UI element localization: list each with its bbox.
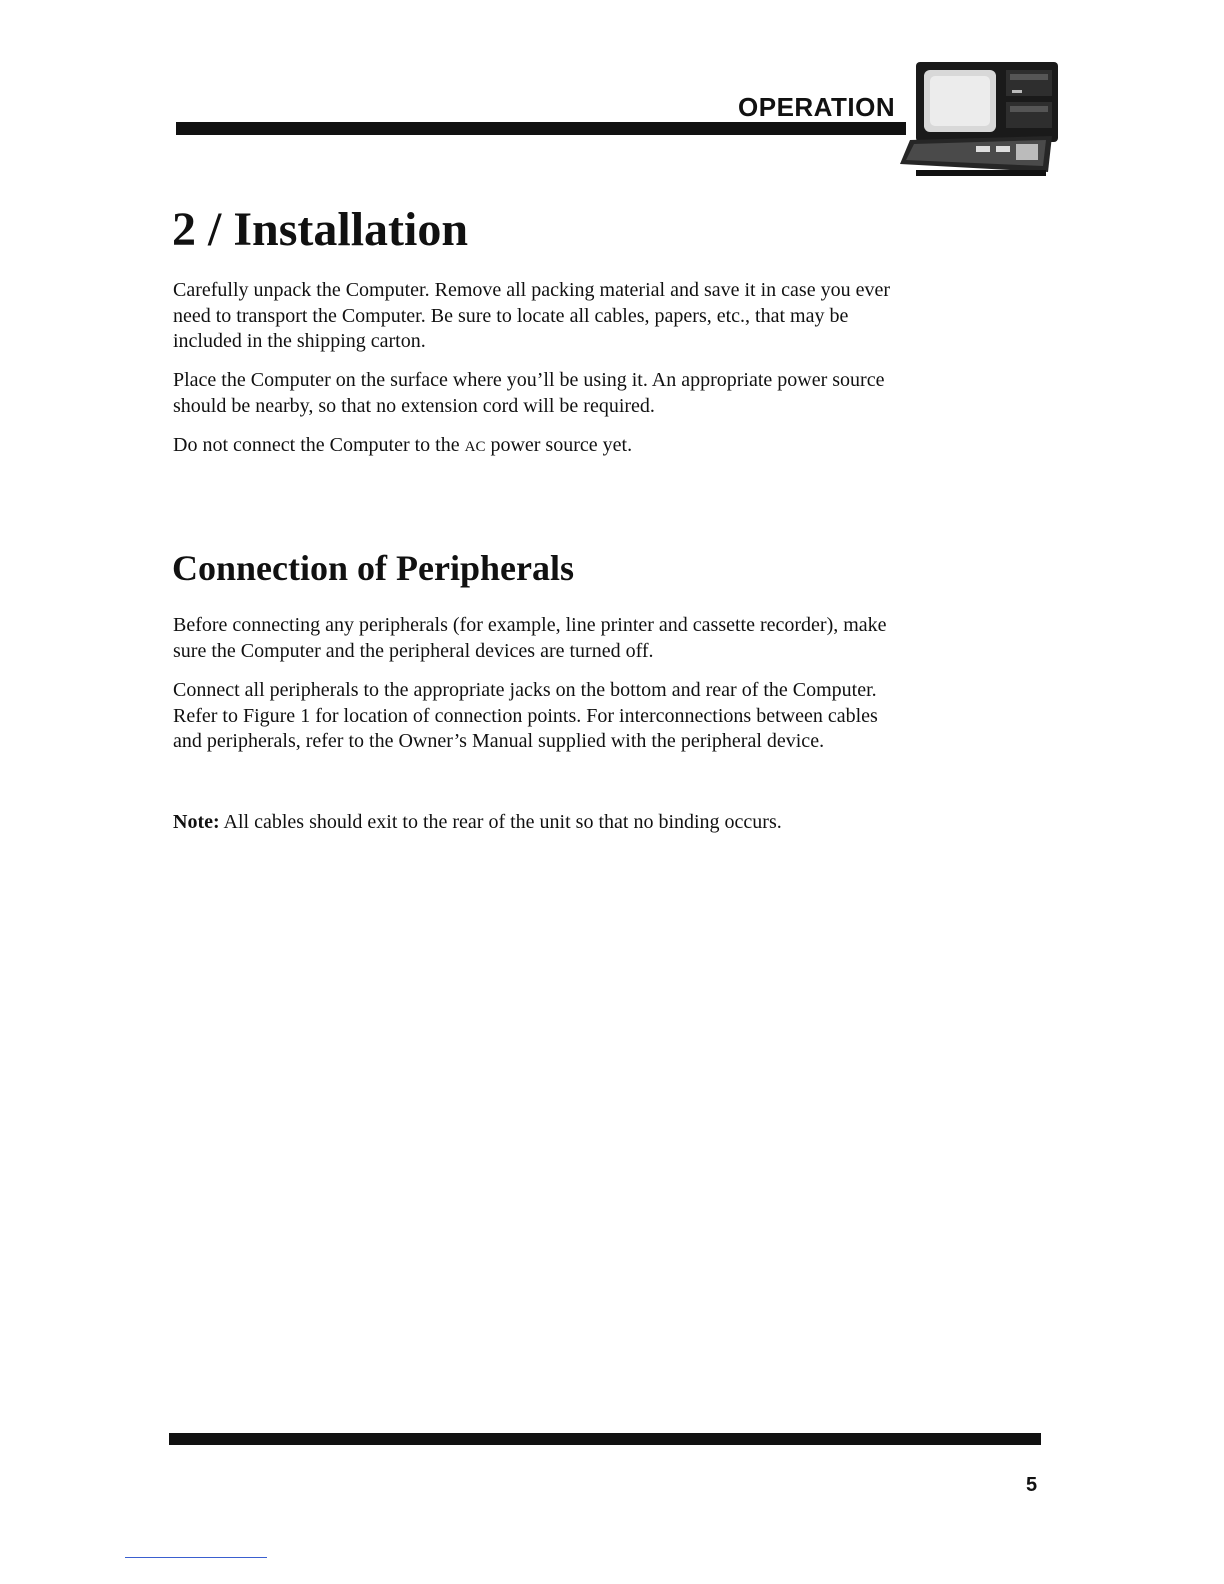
chapter-title: 2 / Installation [172, 203, 469, 256]
ac-warning-text: power source yet. [485, 434, 633, 456]
section-title: Connection of Peripherals [172, 548, 574, 588]
note-paragraph [173, 810, 893, 836]
ac-abbreviation: AC [464, 439, 486, 455]
ac-warning-text: Do not connect the Computer to the [173, 434, 465, 456]
section-paragraph: Before connecting any peripherals (for example, line printer and cassette recorder), make sure the Computer and the peripheral devices are turned off. [173, 614, 887, 662]
intro-paragraph: Place the Computer on the surface where you’ll be using it. An appropriate power source should be nearby, so that no extension cord will be required. [173, 369, 885, 417]
header-rule [176, 122, 906, 135]
intro-paragraph: Carefully unpack the Computer. Remove all packing material and save it in case you ever need to transport the Computer. Be sure to locate all cables, papers, etc., that may be included in the shipping carton. [173, 279, 890, 352]
computer-icon [896, 60, 1066, 178]
footer-rule [169, 1433, 1041, 1445]
ac-warning-paragraph [173, 433, 893, 461]
note-label: Note: [173, 811, 220, 833]
scan-artifact-line [125, 1557, 267, 1558]
section-header-label: OPERATION [738, 92, 896, 122]
section-paragraph: Connect all peripherals to the appropriate jacks on the bottom and rear of the Computer. Refer to Figure 1 for location of connection points. For interconnections between cables and peripherals, refer to the Owner’s Manual supplied with the peripheral device. [173, 679, 878, 752]
page-number: 5 [1026, 1474, 1038, 1496]
note-text: All cables should exit to the rear of the unit so that no binding occurs. [219, 811, 782, 833]
